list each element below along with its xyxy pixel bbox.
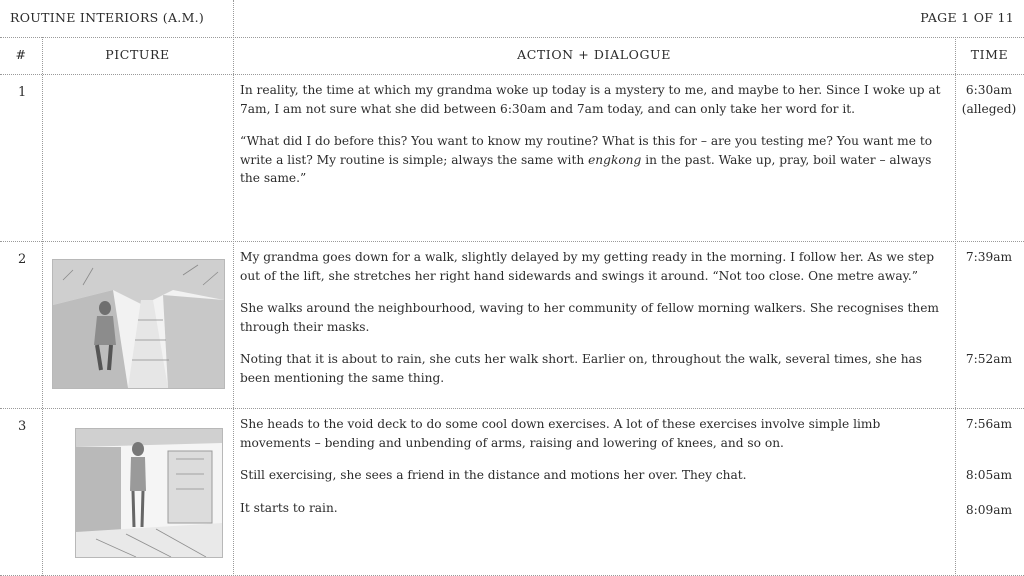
action-paragraph: [240, 132, 948, 188]
time-value: 6:30am: [965, 83, 1013, 97]
action-cell: [240, 81, 948, 202]
action-paragraph: My grandma goes down for a walk, slightly delayed by my getting ready in the morning. I follow her. As we step out of the lift, she stretches her right hand sidewards and swings it around. “Not too close. One metre away.”: [240, 250, 935, 283]
italic-term: engkong: [588, 152, 642, 167]
grid-line: [233, 0, 234, 576]
time-note: (alleged): [961, 101, 1017, 116]
grid-line: [0, 74, 1024, 75]
action-cell: [240, 248, 948, 401]
action-text: “What did I do before this? You want to know my routine? What is this for – are you testing me? You want me to write a list? My routine is simple; always the same with: [240, 134, 933, 167]
time-cell: [958, 81, 1020, 118]
row-number: 2: [18, 252, 27, 267]
document-title: ROUTINE INTERIORS (A.M.): [10, 10, 205, 25]
grid-line: [0, 37, 1024, 38]
action-paragraph: She heads to the void deck to do some cool down exercises. A lot of these exercises involve simple limb movements – bending and unbending of arms, raising and lowering of knees, and so on.: [240, 417, 881, 450]
time-value: 7:56am: [965, 417, 1013, 431]
void-deck-sketch-image: [76, 429, 222, 557]
walk-sketch-image: [53, 260, 224, 388]
column-header-picture: PICTURE: [105, 47, 170, 62]
time-value: 7:39am: [965, 250, 1013, 264]
grid-line: [955, 37, 956, 576]
walk-sketch-picture: [52, 259, 225, 389]
column-header-number: #: [15, 47, 27, 62]
grid-line: [0, 408, 1024, 409]
column-header-action: ACTION + DIALOGUE: [517, 47, 671, 62]
void-deck-sketch-picture: [75, 428, 223, 558]
action-cell: [240, 415, 948, 531]
time-value: 8:09am: [965, 503, 1013, 517]
page-indicator: PAGE 1 OF 11: [920, 10, 1014, 25]
row-number: 1: [18, 85, 27, 100]
column-header-time: TIME: [970, 47, 1009, 62]
action-paragraph: Still exercising, she sees a friend in the distance and motions her over. They chat.: [240, 468, 747, 482]
time-value: 8:05am: [965, 468, 1013, 482]
action-paragraph: Noting that it is about to rain, she cuts her walk short. Earlier on, throughout the walk, several times, she has been mentioning the same thing.: [240, 352, 923, 385]
action-text: in the past. Wake up, pray, boil water – always the same.”: [240, 152, 932, 185]
action-paragraph: She walks around the neighbourhood, waving to her community of fellow morning walkers. She recognises them through their masks.: [240, 301, 939, 334]
action-paragraph: In reality, the time at which my grandma woke up today is a mystery to me, and maybe to her. Since I woke up at 7am, I am not sure what she did between 6:30am and 7am today, and can only take her word for it.: [240, 83, 941, 116]
time-value: 7:52am: [965, 352, 1013, 366]
action-paragraph: It starts to rain.: [240, 500, 338, 515]
row-number: 3: [18, 419, 27, 434]
grid-line: [0, 241, 1024, 242]
grid-line: [42, 37, 43, 576]
